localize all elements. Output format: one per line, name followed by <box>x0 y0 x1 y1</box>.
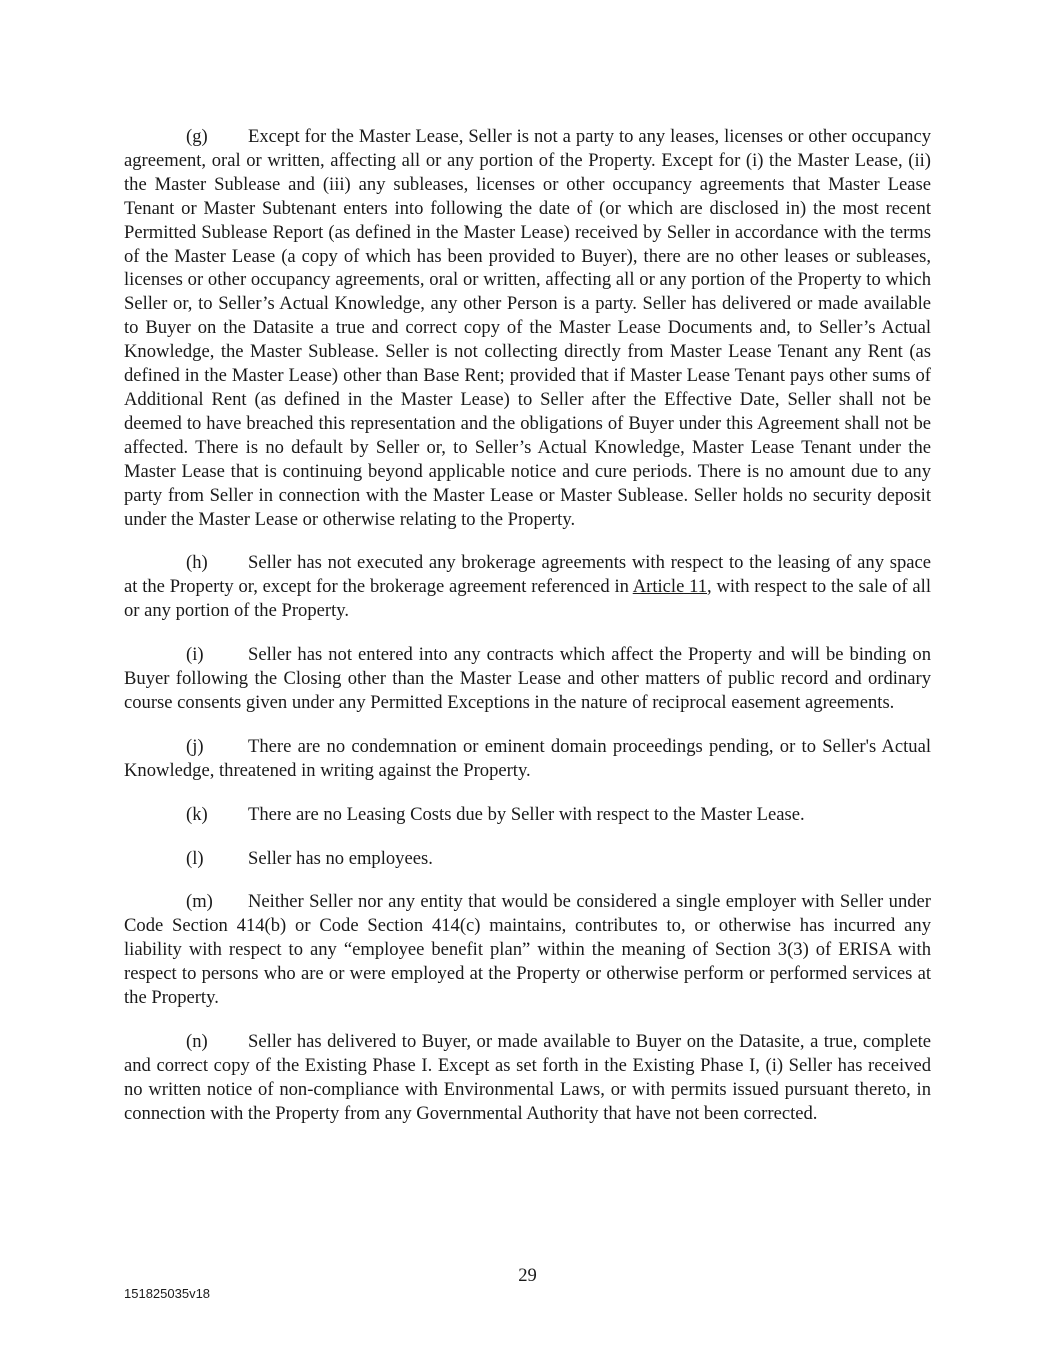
paragraph-g <box>124 125 931 531</box>
paragraph-text: Neither Seller nor any entity that would be considered a single employer with Seller under Code Section 414(b) or Code Section 414(c) maintains, contributes to, or otherwise has incurred any liability with respect to any “employee benefit plan” within the meaning of Section 3(3) of ERISA with respect to persons who are or were employed at the Property or otherwise perform or performed services at the Property. <box>124 891 931 1009</box>
article-reference: Article 11 <box>632 576 708 598</box>
paragraph-label: (g) <box>186 126 208 147</box>
paragraph-text: Seller has no employees. <box>248 847 433 869</box>
paragraph-text: There are no Leasing Costs due by Seller with respect to the Master Lease. <box>248 803 805 825</box>
paragraph-k <box>124 803 931 827</box>
paragraph-label: (h) <box>186 552 208 574</box>
paragraph-h <box>124 551 931 623</box>
paragraph-text-continued: , with respect to the sale of all or any portion of the Property. <box>124 576 931 622</box>
document-id: 151825035v18 <box>124 1286 211 1301</box>
document-body <box>124 125 931 1146</box>
paragraph-label: (i) <box>186 644 204 666</box>
paragraph-text: Seller has not executed any brokerage agreements with respect to the leasing of any space at the Property or, except for the brokerage agreement referenced in <box>124 552 931 598</box>
paragraph-text: Except for the Master Lease, Seller is not a party to any leases, licenses or other occupancy agreement, oral or written, affecting all or any portion of the Property. Except for (i) the Master Lease, (ii) the Master Sublease and (iii) any subleases, licenses or other occupancy agreements that Master Lease Tenant or Master Subtenant enters into following the date of (or which are disclosed in) the most recent Permitted Sublease Report (as defined in the Master Lease) received by Seller in accordance with the terms of the Master Lease (a copy of which has been provided to Buyer), there are no other leases or subleases, licenses or other occupancy agreements, oral or written, affecting all or any portion of the Property to which Seller or, to Seller’s Actual Knowledge, any other Person is a party. Seller has delivered or made available to Buyer on the Datasite a true and correct copy of the Master Lease Documents and, to Seller’s Actual Knowledge, the Master Sublease. Seller is not collecting directly from Master Lease Tenant any Rent (as defined in the Master Lease) other than Base Rent; provided that if Master Lease Tenant pays other sums of Additional Rent (as defined in the Master Lease) to Seller after the Effective Date, Seller shall not be deemed to have breached this representation and the obligations of Buyer under this Agreement shall not be affected. There is no default by Seller or, to Seller’s Actual Knowledge, Master Lease Tenant under the Master Lease that is continuing beyond applicable notice and cure periods. There is no amount due to any party from Seller in connection with the Master Lease or Master Sublease. Seller holds no security deposit under the Master Lease or otherwise relating to the Property. <box>124 126 931 530</box>
paragraph-l <box>124 847 931 871</box>
paragraph-label: (j) <box>186 735 204 757</box>
paragraph-n <box>124 1030 931 1126</box>
paragraph-m <box>124 890 931 1010</box>
paragraph-label: (n) <box>186 1031 208 1052</box>
paragraph-label: (l) <box>186 847 204 869</box>
page-number: 29 <box>518 1265 537 1286</box>
paragraph-label: (m) <box>186 891 213 913</box>
paragraph-text: Seller has not entered into any contracts which affect the Property and will be binding on Buyer following the Closing other than the Master Lease and other matters of public record and ordinary course consents given under any Permitted Exceptions in the nature of reciprocal easement agreements. <box>124 644 931 713</box>
paragraph-label: (k) <box>186 803 208 825</box>
paragraph-text: Seller has delivered to Buyer, or made available to Buyer on the Datasite, a true, complete and correct copy of the Existing Phase I. Except as set forth in the Existing Phase I, (i) Seller has received no written notice of non-compliance with Environmental Laws, or with permits issued pursuant thereto, in connection with the Property from any Governmental Authority that have not been corrected. <box>124 1031 931 1124</box>
paragraph-j <box>124 735 931 783</box>
paragraph-text: There are no condemnation or eminent domain proceedings pending, or to Seller's Actual Knowledge, threatened in writing against the Property. <box>124 735 931 781</box>
paragraph-i <box>124 643 931 715</box>
